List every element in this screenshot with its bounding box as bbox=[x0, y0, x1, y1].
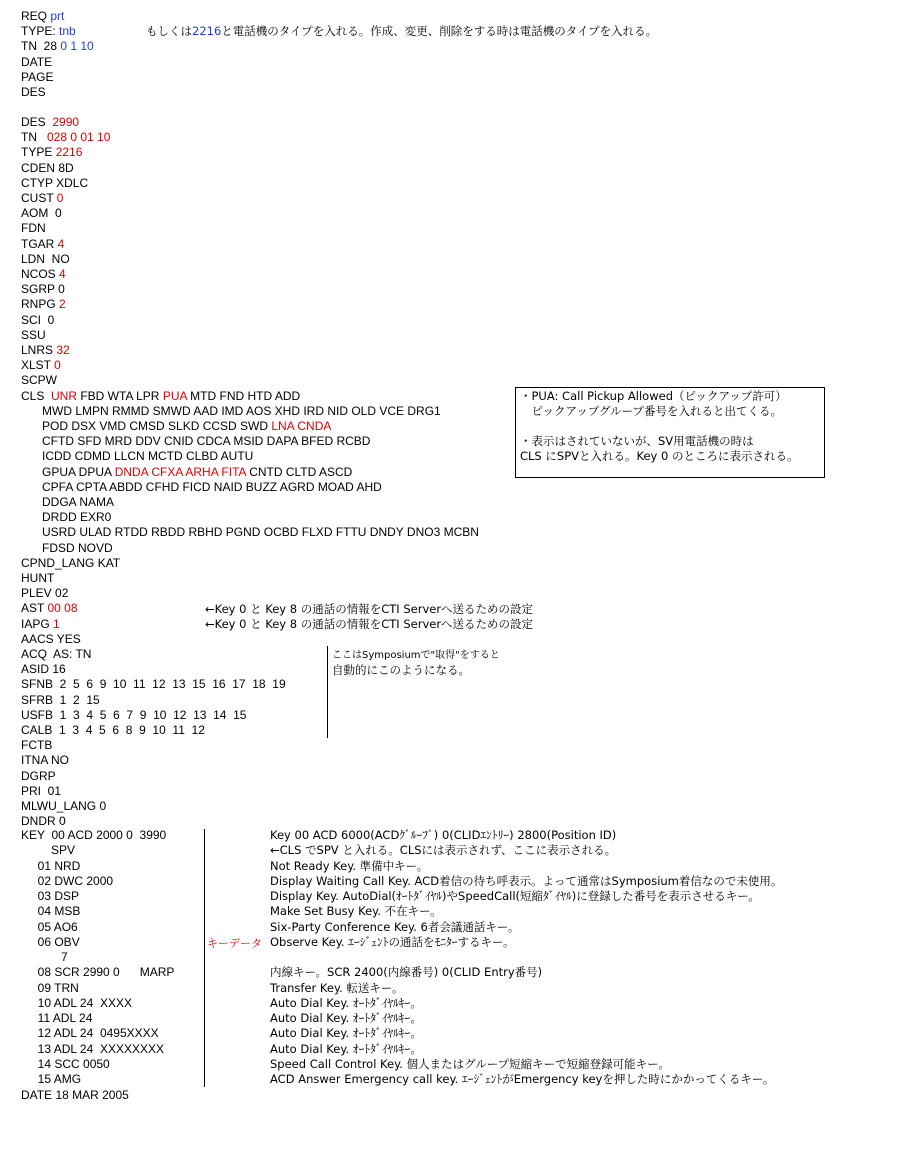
text-segment: CDEN 8D bbox=[21, 160, 74, 175]
key-data-label: キーデータ bbox=[207, 937, 262, 950]
text-segment: FCTB bbox=[21, 738, 53, 753]
text-segment: PLEV 02 bbox=[21, 586, 69, 601]
text-segment: CNTD CLTD ASCD bbox=[245, 464, 353, 479]
config-line bbox=[21, 632, 81, 647]
key-entry: 02 DWC 2000 bbox=[21, 873, 114, 888]
text-segment: 1 bbox=[53, 616, 60, 631]
cls-note-line: CLS にSPVと入れる。Key 0 のところに表示される。 bbox=[520, 449, 799, 463]
config-line bbox=[42, 419, 331, 434]
key-entry: 10 ADL 24 XXXX bbox=[21, 995, 132, 1010]
text-segment: 028 0 01 10 bbox=[47, 130, 111, 145]
config-line bbox=[21, 723, 205, 738]
text-segment: SFNB 2 5 6 9 10 11 12 13 15 16 17 18 19 bbox=[21, 677, 286, 692]
config-line bbox=[21, 282, 65, 297]
symposium-note-line1: ここはSymposiumで"取得"をすると bbox=[332, 650, 500, 661]
config-line bbox=[21, 586, 68, 601]
text-segment: HUNT bbox=[21, 571, 55, 585]
key-entry: 04 MSB bbox=[21, 904, 81, 919]
key-entry: 11 ADL 24 bbox=[21, 1011, 93, 1025]
key-description: Display Key. AutoDial(ｵｰﾄﾀﾞｲﾔﾙ)やSpeedCall(短縮ﾀﾞｲﾔﾙ)に登録した番号を表示させるキー。 bbox=[270, 889, 760, 903]
text-segment: TN bbox=[21, 130, 47, 145]
config-line bbox=[21, 252, 70, 267]
text-segment: CUST bbox=[21, 191, 57, 205]
key-entry: 12 ADL 24 0495XXXX bbox=[21, 1026, 159, 1041]
config-line bbox=[21, 221, 46, 236]
text-segment: 00 08 bbox=[47, 601, 78, 616]
config-line bbox=[21, 769, 56, 784]
config-line bbox=[42, 480, 382, 495]
key-description: Transfer Key. 転送キー。 bbox=[270, 980, 404, 995]
text-segment: TN 28 bbox=[21, 39, 61, 54]
key-description: Key 00 ACD 6000(ACDｸﾞﾙｰﾌﾟ) 0(CLIDｴﾝﾄﾘｰ) 2800(Position ID) bbox=[270, 828, 617, 842]
type-note bbox=[146, 24, 657, 39]
config-line bbox=[21, 738, 52, 753]
key-entry: 7 bbox=[21, 950, 68, 964]
config-line bbox=[21, 571, 54, 586]
text-segment: 4 bbox=[59, 267, 66, 281]
config-line bbox=[21, 662, 66, 677]
text-segment: prt bbox=[50, 9, 65, 23]
text-segment: DNDR 0 bbox=[21, 814, 66, 829]
key-description: Display Waiting Call Key. ACD着信の待ち呼表示。よって通常はSymposium着信なので未使用。 bbox=[270, 873, 783, 888]
cls-note-box bbox=[515, 387, 825, 478]
config-line bbox=[21, 176, 88, 191]
config-line bbox=[21, 601, 78, 616]
config-line bbox=[42, 525, 479, 540]
text-segment: tnb bbox=[59, 24, 76, 39]
config-line bbox=[21, 693, 100, 708]
key-description: Auto Dial Key. ｵｰﾄﾀﾞｲﾔﾙｷｰ。 bbox=[270, 995, 422, 1010]
config-line bbox=[21, 328, 46, 343]
key-description: Auto Dial Key. ｵｰﾄﾀﾞｲﾔﾙｷｰ。 bbox=[270, 1011, 422, 1025]
config-line bbox=[21, 191, 63, 206]
config-line bbox=[21, 556, 120, 571]
text-segment: ACQ AS: TN bbox=[21, 647, 92, 661]
text-segment: 2216 bbox=[192, 24, 222, 38]
key-description: Six-Party Conference Key. 6者会議通話キー。 bbox=[270, 919, 520, 934]
config-line bbox=[42, 510, 111, 525]
key-description: ACD Answer Emergency call key. ｴｰｼﾞｪﾝﾄがEmergency keyを押した時にかかってくるキー。 bbox=[270, 1072, 775, 1086]
key-entry: 06 OBV bbox=[21, 934, 80, 949]
text-segment: ITNA NO bbox=[21, 753, 70, 768]
config-line bbox=[42, 434, 370, 449]
text-segment: NCOS bbox=[21, 267, 60, 281]
cls-note-line: ・PUA: Call Pickup Allowed（ピックアップ許可） bbox=[520, 389, 787, 403]
text-segment: TYPE: bbox=[21, 24, 60, 39]
text-segment: IAPG bbox=[21, 616, 54, 631]
iapg-note: ←Key 0 と Key 8 の通話の情報をCTI Serverへ送るための設定 bbox=[205, 617, 534, 631]
key-description: 内線キー。SCR 2400(内線番号) 0(CLID Entry番号) bbox=[270, 965, 543, 980]
key-entry: 08 SCR 2990 0 MARP bbox=[21, 965, 175, 980]
config-line bbox=[42, 449, 253, 464]
key-entry: SPV bbox=[21, 843, 76, 858]
text-segment: CPFA CPTA ABDD CFHD FICD NAID BUZZ AGRD MOAD AHD bbox=[42, 479, 382, 494]
text-segment: CALB 1 3 4 5 6 8 9 10 11 12 bbox=[21, 723, 205, 737]
config-line bbox=[21, 237, 64, 252]
text-segment: XLST bbox=[21, 358, 55, 373]
text-segment: FDSD NOVD bbox=[42, 540, 113, 555]
text-segment: POD DSX VMD CMSD SLKD CCSD SWD bbox=[42, 419, 272, 433]
text-segment: USFB 1 3 4 5 6 7 9 10 12 13 14 15 bbox=[21, 707, 247, 722]
config-line bbox=[21, 708, 246, 723]
config-line bbox=[21, 115, 79, 130]
text-segment: UNR bbox=[51, 388, 78, 403]
text-segment: SFRB 1 2 15 bbox=[21, 692, 100, 707]
text-segment: PRI 01 bbox=[21, 783, 62, 798]
text-segment: DES bbox=[21, 115, 53, 129]
text-segment: DRDD EXR0 bbox=[42, 510, 112, 525]
text-segment: SCPW bbox=[21, 373, 57, 388]
text-segment: TGAR bbox=[21, 236, 58, 251]
config-line bbox=[21, 313, 54, 328]
text-segment: 2990 bbox=[52, 115, 80, 129]
text-segment: CPND_LANG KAT bbox=[21, 555, 121, 570]
key-entry: 09 TRN bbox=[21, 980, 79, 995]
text-segment: CFTD SFD MRD DDV CNID CDCA MSID DAPA BFED RCBD bbox=[42, 434, 371, 449]
text-segment: PAGE bbox=[21, 69, 54, 84]
key-entry: 15 AMG bbox=[21, 1072, 82, 1086]
text-segment: PUA bbox=[162, 388, 187, 403]
text-segment: RNPG bbox=[21, 297, 60, 312]
key-description: Speed Call Control Key. 個人またはグループ短縮キーで短縮登録可能キー。 bbox=[270, 1056, 670, 1071]
text-segment: 2 bbox=[59, 297, 66, 312]
config-line bbox=[21, 814, 66, 829]
symposium-bracket-line bbox=[327, 646, 328, 738]
key-description: Auto Dial Key. ｵｰﾄﾀﾞｲﾔﾙｷｰ。 bbox=[270, 1026, 422, 1041]
text-segment: と電話機のタイプを入れる。作成、変更、削除をする時は電話機のタイプを入れる。 bbox=[221, 24, 658, 38]
config-line bbox=[42, 495, 114, 510]
config-line bbox=[21, 206, 62, 221]
text-segment: もしくは bbox=[146, 24, 192, 38]
header-line bbox=[21, 24, 76, 39]
ast-note: ←Key 0 と Key 8 の通話の情報をCTI Serverへ送るための設定 bbox=[205, 602, 534, 616]
text-segment: ICDD CDMD LLCN MCTD CLBD AUTU bbox=[42, 449, 254, 464]
text-segment: DGRP bbox=[21, 768, 56, 783]
config-line bbox=[21, 145, 82, 160]
text-segment: 2216 bbox=[55, 145, 83, 160]
key-entry: 05 AO6 bbox=[21, 919, 78, 934]
config-line bbox=[21, 373, 57, 388]
key-description: Observe Key. ｴｰｼﾞｪﾝﾄの通話をﾓﾆﾀｰするキー。 bbox=[270, 934, 515, 949]
date-line: DATE 18 MAR 2005 bbox=[21, 1088, 129, 1102]
text-segment: SCI 0 bbox=[21, 312, 55, 327]
text-segment: REQ bbox=[21, 9, 51, 23]
text-segment: MWD LMPN RMMD SMWD AAD IMD AOS XHD IRD NID OLD VCE DRG1 bbox=[42, 403, 441, 418]
key-description: Not Ready Key. 準備中キー。 bbox=[270, 858, 429, 873]
text-segment: ASID 16 bbox=[21, 662, 66, 677]
key-entry: 13 ADL 24 XXXXXXXX bbox=[21, 1041, 164, 1056]
header-line bbox=[21, 70, 53, 85]
config-line bbox=[21, 389, 300, 404]
config-line bbox=[21, 753, 69, 768]
text-segment: MLWU_LANG 0 bbox=[21, 799, 107, 813]
text-segment: DNDA CFXA ARHA FITA bbox=[114, 464, 246, 479]
text-segment: GPUA DPUA bbox=[42, 464, 115, 479]
text-segment: SSU bbox=[21, 327, 46, 342]
text-segment: 0 bbox=[56, 191, 64, 205]
text-segment: SGRP 0 bbox=[21, 282, 65, 297]
key-entry: 03 DSP bbox=[21, 889, 80, 903]
text-segment: MTD FND HTD ADD bbox=[186, 388, 301, 403]
config-line bbox=[21, 358, 61, 373]
text-segment: CLS bbox=[21, 388, 52, 403]
text-segment: 4 bbox=[57, 236, 65, 251]
cls-note-line: ・表示はされていないが、SV用電話機の時は bbox=[520, 434, 754, 448]
text-segment: LNRS bbox=[21, 343, 57, 357]
config-line bbox=[21, 647, 91, 662]
text-segment: USRD ULAD RTDD RBDD RBHD PGND OCBD FLXD FTTU DNDY DNO3 MCBN bbox=[42, 525, 479, 540]
header-line bbox=[21, 39, 94, 54]
config-line bbox=[42, 541, 113, 556]
text-segment: DATE bbox=[21, 54, 53, 69]
text-segment: 32 bbox=[56, 343, 70, 357]
text-segment: AACS YES bbox=[21, 631, 81, 646]
text-segment: FDN bbox=[21, 221, 46, 236]
text-segment: AST bbox=[21, 601, 48, 616]
text-segment: 0 bbox=[54, 358, 61, 373]
config-line bbox=[21, 267, 66, 282]
key-divider-line bbox=[204, 829, 205, 1087]
text-segment: CTYP XDLC bbox=[21, 175, 89, 190]
text-segment: 0 1 10 bbox=[60, 39, 94, 54]
config-line bbox=[21, 297, 66, 312]
key-entry: 01 NRD bbox=[21, 858, 81, 873]
config-line bbox=[21, 799, 106, 814]
symposium-note-line2: 自動的にこのようになる。 bbox=[332, 663, 470, 677]
key-description: ←CLS でSPV と入れる。CLSには表示されず、ここに表示される。 bbox=[270, 843, 617, 858]
key-description: Make Set Busy Key. 不在キー。 bbox=[270, 904, 442, 919]
text-segment: FBD WTA LPR bbox=[77, 388, 163, 403]
config-line bbox=[21, 343, 70, 358]
config-line bbox=[42, 465, 352, 480]
text-segment: LDN NO bbox=[21, 251, 70, 266]
text-segment: LNA CNDA bbox=[271, 419, 332, 433]
config-line bbox=[21, 130, 110, 145]
key-description: Auto Dial Key. ｵｰﾄﾀﾞｲﾔﾙｷｰ。 bbox=[270, 1041, 422, 1056]
key-entry: 14 SCC 0050 bbox=[21, 1056, 110, 1071]
config-line bbox=[21, 161, 74, 176]
key-entry: KEY 00 ACD 2000 0 3990 bbox=[21, 828, 167, 842]
text-segment: TYPE bbox=[21, 145, 56, 160]
text-segment: DES bbox=[21, 85, 46, 99]
header-line bbox=[21, 85, 46, 100]
config-line bbox=[21, 784, 61, 799]
header-line bbox=[21, 55, 52, 70]
text-segment: DDGA NAMA bbox=[42, 495, 115, 509]
text-segment: AOM 0 bbox=[21, 206, 62, 221]
config-line bbox=[42, 404, 441, 419]
config-line bbox=[21, 677, 286, 692]
header-line bbox=[21, 9, 64, 24]
config-line bbox=[21, 617, 60, 632]
cls-note-line: ピックアップグループ番号を入れると出てくる。 bbox=[520, 404, 782, 418]
